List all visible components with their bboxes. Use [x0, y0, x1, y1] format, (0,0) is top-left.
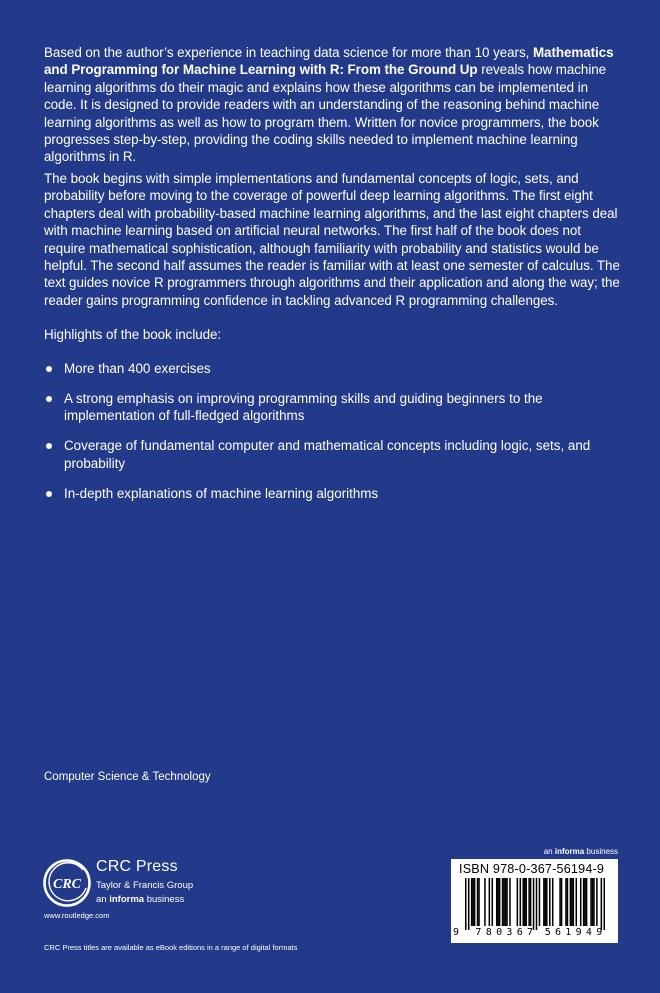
- barcode-bar: [528, 878, 530, 926]
- barcode-bar: [533, 878, 535, 930]
- publisher-group: Taylor & Francis Group: [96, 880, 194, 891]
- barcode-bar: [497, 878, 499, 926]
- barcode-digit: 9: [453, 927, 460, 938]
- ebook-note: CRC Press titles are available as eBook editions in a range of digital formats: [44, 943, 298, 952]
- barcode-digit: 0: [496, 927, 503, 938]
- barcode-bar: [576, 878, 578, 926]
- barcode-digit: 8: [485, 927, 492, 938]
- barcode-digit: 3: [506, 927, 513, 938]
- crc-press-logo-icon: [42, 858, 92, 908]
- barcode-bar: [546, 878, 548, 926]
- barcode-bar: [565, 878, 567, 926]
- barcode-bar: [567, 878, 569, 926]
- barcode-bar: [543, 878, 545, 926]
- highlight-item: More than 400 exercises: [44, 360, 634, 377]
- barcode-bar: [505, 878, 507, 926]
- tag-brand: informa: [554, 847, 585, 856]
- barcode-bar: [573, 878, 575, 926]
- barcode-bar: [499, 878, 501, 926]
- highlight-item: Coverage of fundamental computer and mathematical concepts including logic, sets, and probability: [44, 437, 634, 472]
- barcode-digit: 6: [555, 927, 562, 938]
- barcode-icon: [465, 878, 605, 930]
- barcode-panel: [451, 859, 618, 943]
- barcode-bar: [601, 878, 603, 930]
- barcode-bar: [530, 878, 532, 926]
- barcode-bar: [468, 878, 470, 930]
- body-paragraph: The book begins with simple implementations and fundamental concepts of logic, sets, and probability before moving to the coverage of powerful deep learning algorithms. The first eight chapters deal with probability-based machine learning algorithms, and the last eight chapters deal with machine learning based on artificial neural networks. The first half of the book does not require mathematical sophistication, although familiarity with probability and statistics would be helpful. The second half assumes the reader is familiar with at least one semester of calculus. The text guides novice R programmers through algorithms and their application and along the way; the reader gains programming confidence in tackling advanced R programming challenges.: [44, 171, 620, 308]
- barcode-bar: [545, 878, 547, 926]
- barcode-bar: [517, 878, 519, 926]
- business-brand: informa: [109, 894, 145, 905]
- barcode-bar: [489, 878, 491, 926]
- informa-business-tag: [544, 847, 618, 856]
- barcode-digit: 5: [544, 927, 551, 938]
- logo-lettering: CRC: [52, 877, 82, 892]
- barcode-bar: [559, 878, 561, 926]
- barcode-bar: [472, 878, 474, 926]
- barcode-bar: [496, 878, 498, 926]
- subject-category: Computer Science & Technology: [44, 771, 211, 783]
- barcode-digit: 1: [565, 927, 572, 938]
- business-prefix: an: [96, 894, 110, 905]
- barcode-bar: [580, 878, 582, 926]
- barcode-bar: [509, 878, 511, 926]
- tag-prefix: an: [543, 847, 555, 856]
- barcode-bar: [525, 878, 527, 926]
- barcode-digit: 6: [516, 927, 523, 938]
- barcode-digit: 9: [575, 927, 582, 938]
- barcode-bar: [471, 878, 473, 926]
- intro-text-end: reveals how machine learning algorithms do their magic and explains how these algorithms can be implemented in code. It is designed to provide readers with an understanding of the reasoning behind machine learning algorithms as well as how to program them. Written for novice programmers, the book progresses step-by-step, providing the coding skills needed to implement machine learning algorithms in R.: [44, 62, 607, 165]
- barcode-bar: [571, 878, 573, 926]
- barcode-bar: [502, 878, 504, 926]
- barcode-bar: [506, 878, 508, 926]
- barcode-bar: [484, 878, 486, 926]
- highlights-heading: Highlights of the book include:: [44, 327, 222, 342]
- isbn-label: ISBN 978-0-367-56194-9: [459, 862, 605, 876]
- barcode-bar: [522, 878, 524, 926]
- barcode-bar: [465, 878, 467, 930]
- barcode-bar: [552, 878, 554, 926]
- intro-text-start: Based on the author’s experience in teaching data science for more than 10 years,: [44, 45, 533, 60]
- barcode-bar: [474, 878, 476, 926]
- barcode-bar: [503, 878, 505, 926]
- barcode-bar: [539, 878, 541, 926]
- barcode-digit: 7: [475, 927, 482, 938]
- barcode-digit: 7: [527, 927, 534, 938]
- barcode-bar: [524, 878, 526, 926]
- barcode-bar: [592, 878, 594, 926]
- tag-suffix: business: [584, 847, 618, 856]
- barcode-bar: [561, 878, 563, 926]
- publisher-name: CRC Press: [96, 858, 178, 875]
- barcode-bar: [477, 878, 479, 926]
- barcode-bar: [478, 878, 480, 926]
- publisher-business: [96, 894, 184, 905]
- barcode-bar: [604, 878, 605, 930]
- barcode-bar: [584, 878, 586, 926]
- book-title: Mathematics and Programming for Machine Learning with R: From the Ground Up: [44, 45, 614, 78]
- intro-paragraph: [44, 44, 624, 166]
- highlights-list: [44, 360, 634, 515]
- business-suffix: business: [144, 894, 185, 905]
- barcode-bar: [549, 878, 551, 926]
- barcode-bar: [593, 878, 595, 926]
- barcode-bar: [583, 878, 585, 926]
- barcode-bar: [586, 878, 588, 926]
- barcode-digit: 4: [585, 927, 592, 938]
- barcode-bar: [570, 878, 572, 926]
- barcode-bar: [520, 878, 522, 926]
- barcode-digit: 9: [596, 927, 603, 938]
- highlight-item: A strong emphasis on improving programming skills and guiding beginners to the implementation of full-fledged algorithms: [44, 390, 634, 425]
- barcode-bar: [596, 878, 598, 926]
- highlight-item: In-depth explanations of machine learning algorithms: [44, 485, 634, 502]
- barcode-bar: [492, 878, 494, 926]
- publisher-website: www.routledge.com: [44, 911, 110, 920]
- barcode-bar: [590, 878, 592, 926]
- barcode-bar: [536, 878, 538, 930]
